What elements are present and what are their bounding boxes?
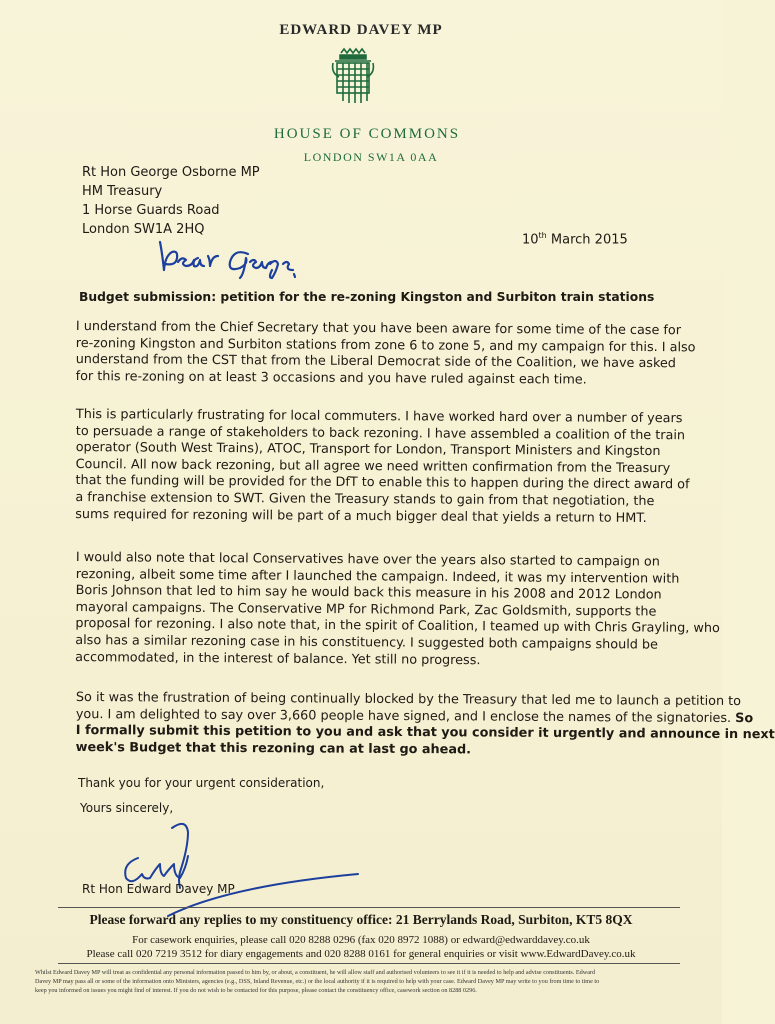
letterhead-house: HOUSE OF COMMONS <box>273 126 461 142</box>
paragraph-1 <box>75 319 696 389</box>
paragraph-line: Council. All now back rezoning, but all agree we need written confirmation from the Treasury <box>75 456 671 476</box>
paragraph-line: re-zoning Kingston and Surbiton stations from zone 6 to zone 5, and my campaign for this. I also <box>75 335 696 355</box>
letter-date <box>522 231 628 247</box>
fine-print-line: Davey MP may pass all or some of the information onto Ministers, agencies (e.g., DSS, Inland Revenue, etc.) or the local authority if it is required to help with your case. Edward Davey MP may write to you from time to time to <box>35 978 600 985</box>
paragraph-4 <box>75 690 775 760</box>
letterhead-mp-name: EDWARD DAVEY MP <box>279 22 443 38</box>
portcullis-icon <box>331 47 375 109</box>
paragraph-2 <box>75 407 690 527</box>
paragraph-bold-line: I formally submit this petition to you and ask that you consider it urgently and announce in next <box>75 723 775 743</box>
paragraph-line: This is particularly frustrating for local commuters. I have worked hard over a number of years <box>75 407 683 427</box>
paragraph-line: a franchise extension to SWT. Given the Treasury stands to gain from that negotiation, the <box>75 489 655 510</box>
handwritten-signature <box>110 808 310 928</box>
paragraph-line: So it was the frustration of being continually blocked by the Treasury that led me to launch a petition to <box>75 690 742 710</box>
paragraph-line: understand from the CST that from the Liberal Democrat side of the Coalition, we have asked <box>75 352 677 372</box>
paragraph-line: that the funding will be provided for the DfT to enable this to happen during the direct award of <box>75 473 690 493</box>
thanks-line: Thank you for your urgent consideration, <box>78 776 325 790</box>
footer-divider <box>58 963 680 964</box>
paragraph-line: proposal for rezoning. I also note that, in the spirit of Coalition, I teamed up with Chris Grayling, who <box>75 616 720 637</box>
recipient-line: 1 Horse Guards Road <box>82 203 220 218</box>
paragraph-line: Boris Johnson that led to him say he would back this measure in his 2008 and 2012 London <box>75 583 662 603</box>
recipient-line: Rt Hon George Osborne MP <box>82 165 260 180</box>
footer-fine-print <box>35 968 695 995</box>
footer-enquiries: Please call 020 7219 3512 for diary engagements and 020 8288 0161 for general enquiries or visit www.EdwardDavey.co.uk <box>86 948 636 960</box>
footer-main: Please forward any replies to my constituency office: 21 Berrylands Road, Surbiton, KT5 8QX <box>89 912 633 927</box>
signatory-name: Rt Hon Edward Davey MP <box>82 882 235 896</box>
paragraph-line: operator (South West Trains), ATOC, Transport for London, Transport Ministers and Kingston <box>75 440 661 460</box>
paragraph-line: mayoral campaigns. The Conservative MP for Richmond Park, Zac Goldsmith, supports the <box>75 599 657 620</box>
date-rest: March 2015 <box>550 232 628 248</box>
date-day: 10 <box>522 232 539 248</box>
fine-print-line: keep you informed on issues you might find of interest. If you do not wish to be contacted for this purpose, please contact the constituency office, casework section on 8288 0296. <box>35 987 477 994</box>
fine-print-line: Whilst Edward Davey MP will treat as confidential any personal information passed to him by, or about, a constituent, he will allow staff and authorised volunteers to see it if it is needed to help and advise constituents. Edward <box>35 969 596 976</box>
paragraph-line: also has a similar rezoning case in his constituency. I suggested both campaigns should be <box>75 632 659 653</box>
footer-divider <box>58 907 680 908</box>
paragraph-bold-text: So <box>735 710 754 726</box>
closing-line: Yours sincerely, <box>80 801 174 815</box>
paragraph-text: you. I am delighted to say over 3,660 people have signed, and I enclose the names of the signatories. <box>75 706 736 726</box>
recipient-line: HM Treasury <box>82 184 163 199</box>
paragraph-line: I understand from the Chief Secretary that you have been aware for some time of the case for <box>75 319 682 339</box>
letterhead-address: LONDON SW1A 0AA <box>303 150 439 164</box>
letter-subject: Budget submission: petition for the re-zoning Kingston and Surbiton train stations <box>79 290 655 304</box>
paragraph-line: to persuade a range of stakeholders to back rezoning. I have assembled a coalition of the train <box>75 423 686 443</box>
paragraph-bold-line: week's Budget that this rezoning can at last go ahead. <box>75 739 472 758</box>
paragraph-line: for this re-zoning on at least 3 occasions and you have ruled against each time. <box>75 368 587 388</box>
paragraph-3 <box>75 550 720 671</box>
handwritten-salutation <box>150 232 300 282</box>
date-suffix: th <box>538 231 547 240</box>
paragraph-line: rezoning, albeit some time after I launched the campaign. Indeed, it was my intervention with <box>75 566 680 587</box>
paragraph-line: accommodated, in the interest of balance. Yet still no progress. <box>75 649 481 668</box>
paragraph-line: sums required for rezoning will be part of a much bigger deal that yields a return to HMT. <box>75 506 647 526</box>
recipient-line: London SW1A 2HQ <box>82 222 205 237</box>
footer-casework: For casework enquiries, please call 020 8288 0296 (fax 020 8972 1088) or edward@edwarddavey.co.uk <box>132 934 590 946</box>
recipient-address <box>82 163 260 239</box>
paragraph-line: I would also note that local Conservatives have over the years also started to campaign on <box>75 550 660 570</box>
